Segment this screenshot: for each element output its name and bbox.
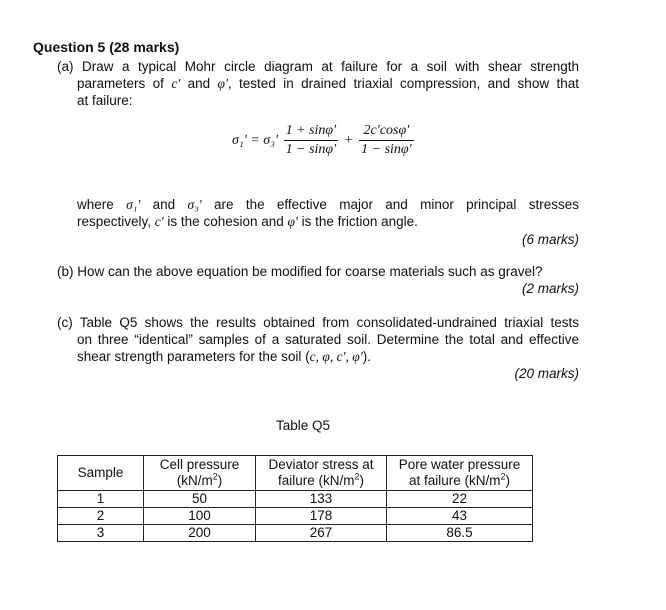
- sigma-3-symbol: σ₃': [187, 197, 202, 212]
- strength-parameters: c, φ, c′, φ′: [309, 349, 363, 364]
- table-caption: Table Q5: [276, 418, 331, 433]
- cell-sample: 2: [58, 508, 144, 525]
- formula-fraction-1: [284, 122, 339, 159]
- question-heading: Question 5 (28 marks): [33, 39, 180, 55]
- table-row: [58, 525, 533, 542]
- cell-cell-pressure: 100: [144, 508, 256, 525]
- c-prime-symbol: c': [171, 76, 181, 91]
- part-a-line-1: (a) Draw a typical Mohr circle diagram at failure for a soil with shear strength: [57, 59, 579, 74]
- cohesion-symbol: c': [154, 214, 164, 229]
- formula-fraction-2: [359, 122, 414, 159]
- header-deviator-stress: Deviator stress at failure $(kN/m^2)$: [256, 456, 387, 491]
- formula-fraction-2-denominator: 1 − sinφ′: [361, 142, 412, 157]
- header-sample: Sample: [58, 456, 144, 491]
- cell-sample: 1: [58, 491, 144, 508]
- friction-angle-symbol: φ': [287, 214, 298, 229]
- part-a-line-3: at failure:: [77, 93, 133, 108]
- table-row: [58, 491, 533, 508]
- cell-deviator-stress: 267: [256, 525, 387, 542]
- part-c-line-1: (c) Table Q5 shows the results obtained from consolidated-undrained triaxial tests: [57, 315, 579, 330]
- part-b-text: (b) How can the above equation be modified for coarse materials such as gravel?: [57, 264, 543, 279]
- cell-deviator-stress: 133: [256, 491, 387, 508]
- part-a-marks: (6 marks): [522, 232, 579, 247]
- sigma-1-symbol: σ₁': [126, 197, 141, 212]
- part-c-line-3: shear strength parameters for the soil (c, φ, c′, φ′).: [77, 349, 371, 364]
- part-c-marks: (20 marks): [514, 366, 579, 381]
- where-line-2: respectively, c' is the cohesion and φ' is the friction angle.: [77, 214, 418, 229]
- cell-cell-pressure: 50: [144, 491, 256, 508]
- header-pore-water-pressure: Pore water pressure at failure $(kN/m^2)$: [387, 456, 533, 491]
- cell-pore-pressure: 86.5: [387, 525, 533, 542]
- formula-plus: +: [344, 132, 353, 148]
- part-c-line-2: on three “identical” samples of a saturated soil. Determine the total and effective: [77, 332, 579, 347]
- formula-fraction-1-denominator: 1 − sinφ′: [285, 142, 337, 157]
- cell-pore-pressure: 43: [387, 508, 533, 525]
- results-table: [57, 455, 533, 542]
- formula-fraction-1-numerator: 1 + sinφ′: [284, 122, 339, 141]
- cell-sample: 3: [58, 525, 144, 542]
- formula-lhs: σ₁′ = σ₃′: [232, 132, 279, 148]
- cell-pore-pressure: 22: [387, 491, 533, 508]
- cell-cell-pressure: 200: [144, 525, 256, 542]
- failure-criterion-formula: [232, 122, 432, 170]
- cell-deviator-stress: 178: [256, 508, 387, 525]
- header-cell-pressure: Cell pressure $(kN/m^2)$: [144, 456, 256, 491]
- formula-fraction-2-numerator: 2c′cosφ′: [359, 122, 414, 141]
- where-line-1: where σ₁' and σ₃' are the effective major and minor principal stresses: [77, 197, 579, 212]
- part-b-marks: (2 marks): [522, 281, 579, 296]
- part-a-line-2: parameters of c' and φ', tested in drained triaxial compression, and show that: [77, 76, 579, 91]
- table-header-row: [58, 456, 533, 491]
- phi-prime-symbol: φ': [217, 76, 228, 91]
- table-row: [58, 508, 533, 525]
